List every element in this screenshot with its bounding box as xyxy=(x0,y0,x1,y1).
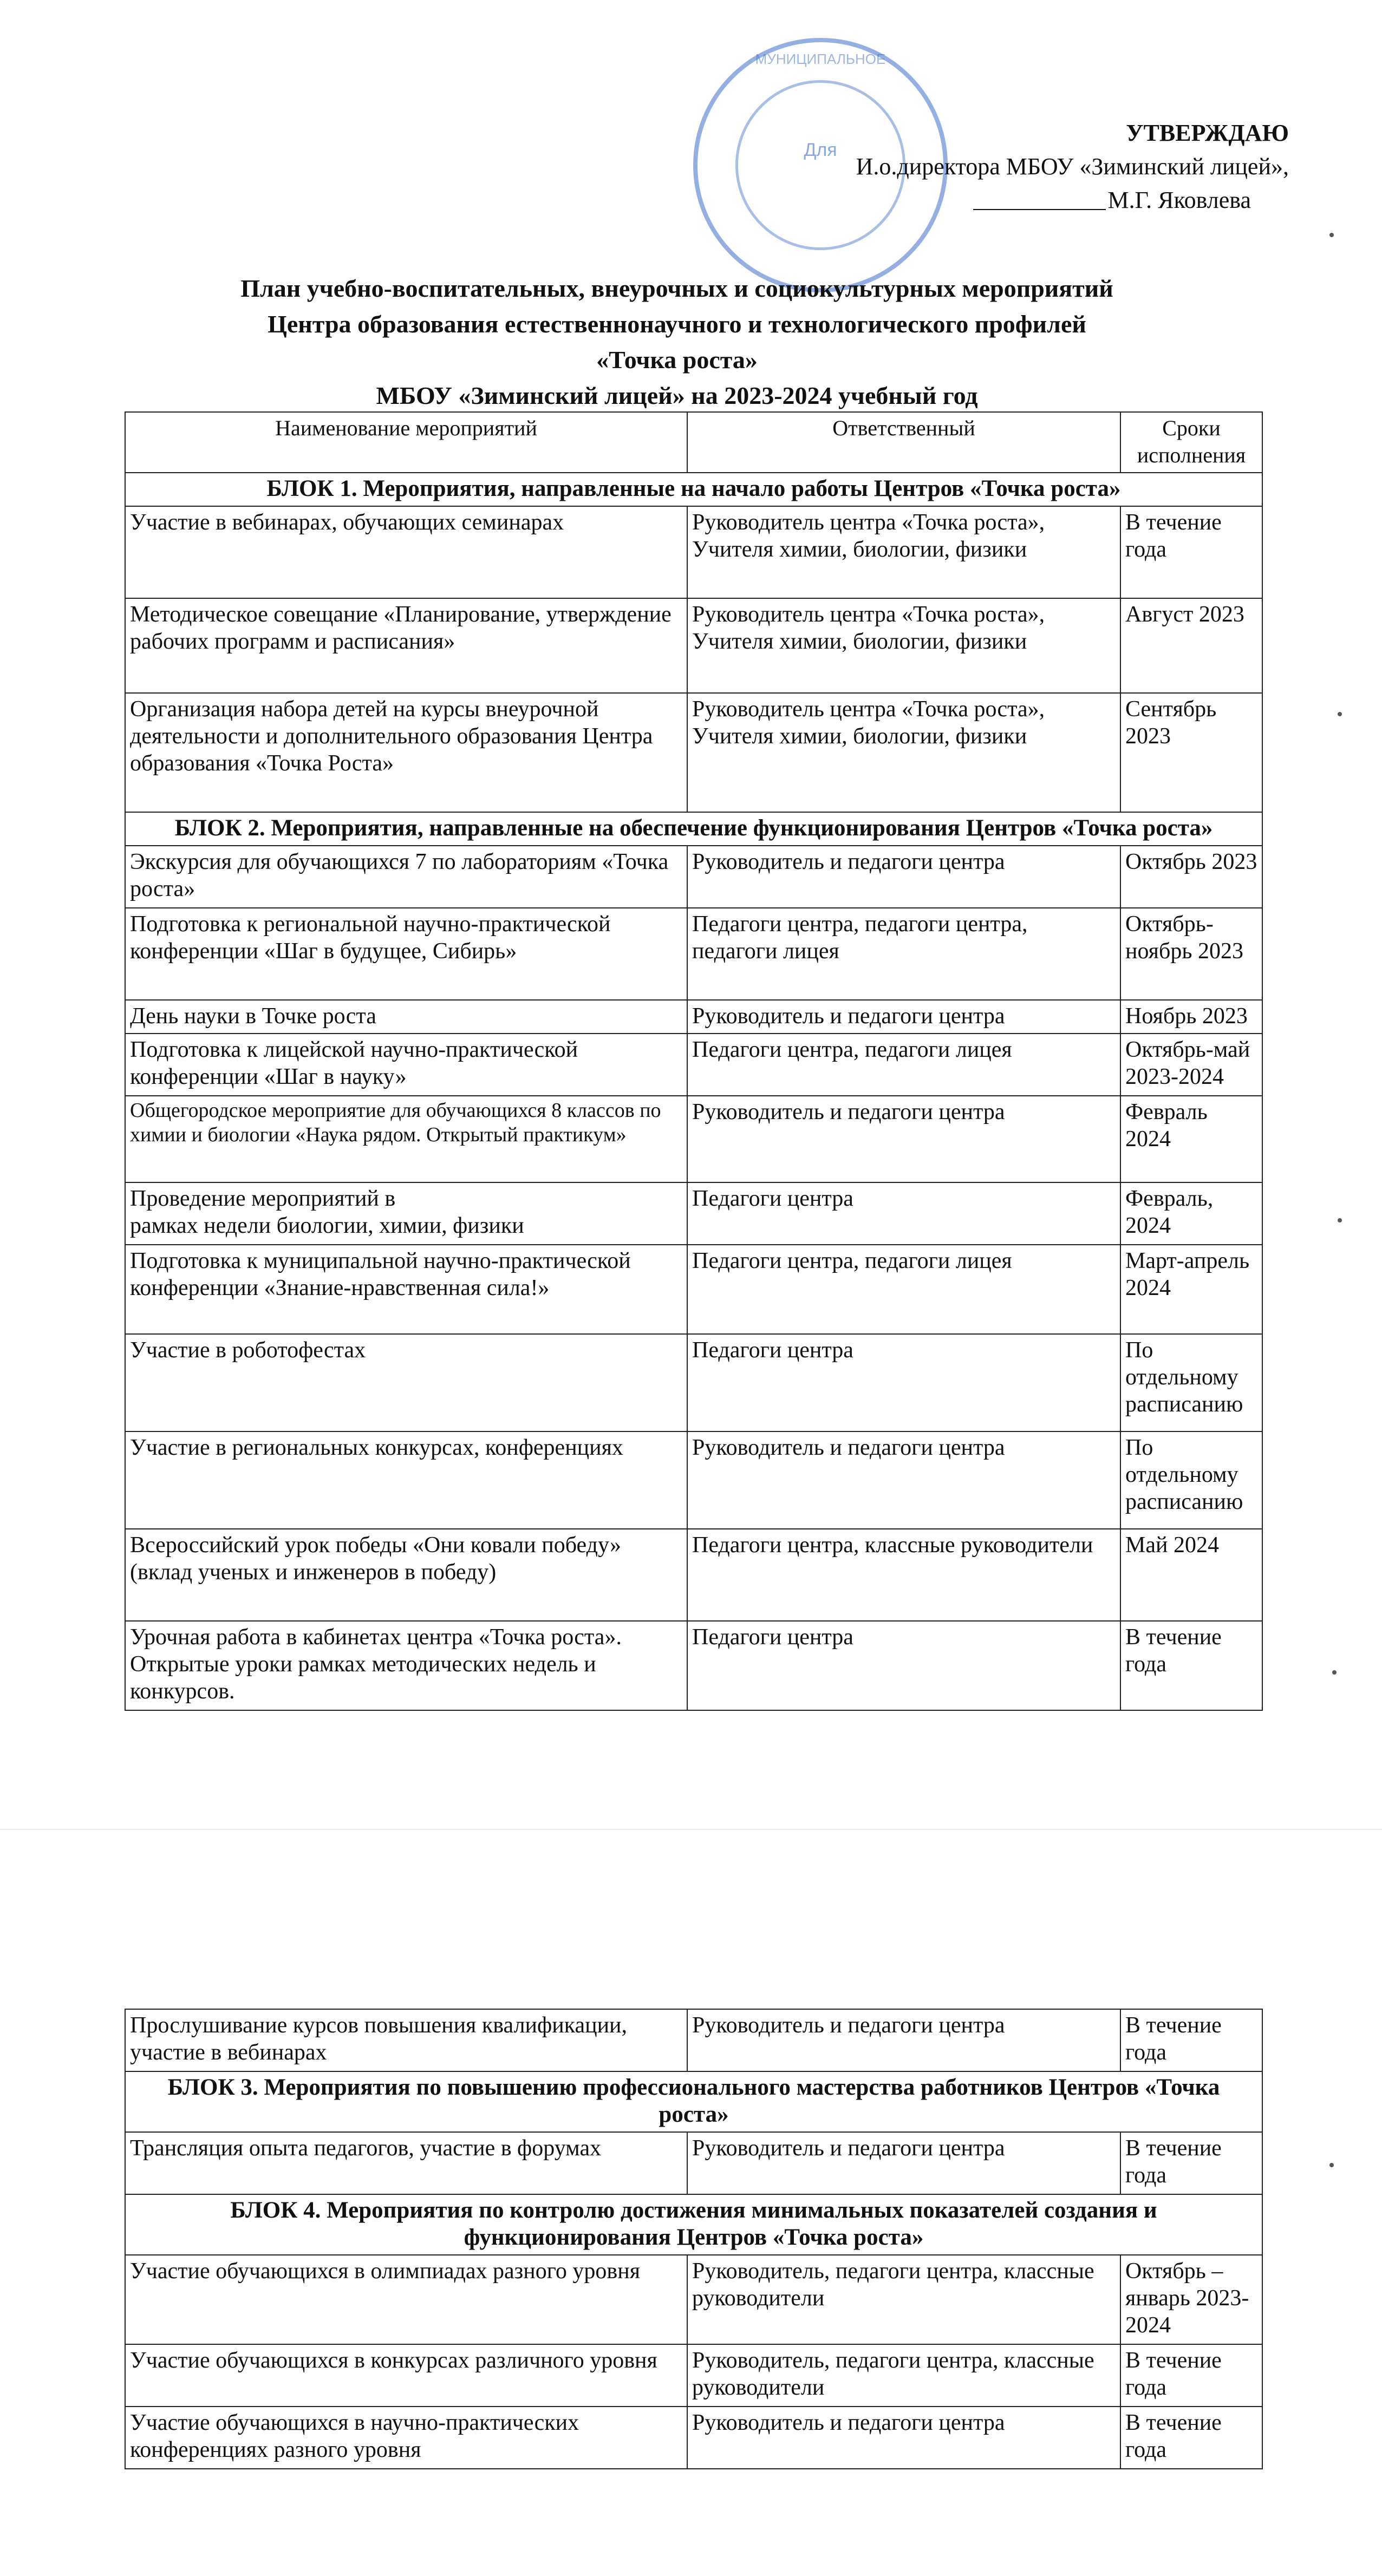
signature-underline xyxy=(973,209,1106,210)
approval-position: И.о.директора МБОУ «Зиминский лицей», xyxy=(856,153,1289,180)
table-header-row xyxy=(125,412,1262,473)
cell-deadline: Февраль 2024 xyxy=(1120,1096,1262,1182)
cell-deadline: В течение года xyxy=(1120,1621,1262,1710)
cell-responsible: Педагоги центра xyxy=(687,1334,1120,1431)
block-3-title: БЛОК 3. Мероприятия по повышению профессионального мастерства работников Центров «Точка роста» xyxy=(125,2071,1262,2132)
cell-responsible: Руководитель центра «Точка роста», Учителя химии, биологии, физики xyxy=(687,693,1120,812)
cell-responsible: Педагоги центра, классные руководители xyxy=(687,1529,1120,1621)
block-header-row xyxy=(125,812,1262,846)
cell-deadline: В течение года xyxy=(1120,2132,1262,2194)
document-title xyxy=(125,271,1229,414)
cell-responsible: Педагоги центра, педагоги лицея xyxy=(687,1034,1120,1096)
cell-responsible: Руководитель и педагоги центра xyxy=(687,2009,1120,2071)
scan-speck xyxy=(1329,233,1334,237)
cell-deadline: В течение года xyxy=(1120,506,1262,598)
title-line: МБОУ «Зиминский лицей» на 2023-2024 учебный год xyxy=(376,382,978,409)
block-4-title: БЛОК 4. Мероприятия по контролю достижения минимальных показателей создания и функционирования Центров «Точка роста» xyxy=(125,2194,1262,2255)
cell-responsible: Педагоги центра, педагоги центра, педагоги лицея xyxy=(687,908,1120,1000)
cell-activity: Общегородское мероприятие для обучающихся 8 классов по химии и биологии «Наука рядом. Открытый практикум» xyxy=(125,1096,687,1182)
table-row xyxy=(125,1000,1262,1034)
cell-activity: День науки в Точке роста xyxy=(125,1000,687,1034)
table-row xyxy=(125,1431,1262,1529)
cell-deadline: Октябрь-май 2023-2024 xyxy=(1120,1034,1262,1096)
cell-deadline: Февраль, 2024 xyxy=(1120,1182,1262,1245)
cell-responsible: Руководитель и педагоги центра xyxy=(687,1431,1120,1529)
cell-activity: Трансляция опыта педагогов, участие в форумах xyxy=(125,2132,687,2194)
block-header-row xyxy=(125,2194,1262,2255)
cell-deadline: Октябрь – январь 2023-2024 xyxy=(1120,2255,1262,2344)
table-row xyxy=(125,2255,1262,2344)
cell-responsible: Педагоги центра, педагоги лицея xyxy=(687,1245,1120,1334)
cell-responsible: Руководитель, педагоги центра, классные руководители xyxy=(687,2344,1120,2407)
cell-deadline: Сентябрь 2023 xyxy=(1120,693,1262,812)
cell-deadline: В течение года xyxy=(1120,2344,1262,2407)
title-line: Центра образования естественнонаучного и технологического профилей xyxy=(268,310,1086,338)
cell-responsible: Руководитель, педагоги центра, классные руководители xyxy=(687,2255,1120,2344)
table-row xyxy=(125,598,1262,693)
table-row xyxy=(125,1034,1262,1096)
cell-deadline: Октябрь-ноябрь 2023 xyxy=(1120,908,1262,1000)
cell-deadline: В течение года xyxy=(1120,2407,1262,2469)
cell-activity: Участие в региональных конкурсах, конференциях xyxy=(125,1431,687,1529)
table-row xyxy=(125,2344,1262,2407)
cell-activity: Участие обучающихся в научно-практических конференциях разного уровня xyxy=(125,2407,687,2469)
plan-table xyxy=(125,411,1263,1711)
title-line: «Точка роста» xyxy=(596,346,758,374)
cell-responsible: Педагоги центра xyxy=(687,1621,1120,1710)
cell-activity: Участие обучающихся в олимпиадах разного уровня xyxy=(125,2255,687,2344)
cell-activity: Экскурсия для обучающихся 7 по лабораториям «Точка роста» xyxy=(125,846,687,908)
table-row xyxy=(125,1182,1262,1245)
block-2-title: БЛОК 2. Мероприятия, направленные на обеспечение функционирования Центров «Точка роста» xyxy=(125,812,1262,846)
block-header-row xyxy=(125,473,1262,506)
cell-deadline: Май 2024 xyxy=(1120,1529,1262,1621)
table-row xyxy=(125,1245,1262,1334)
cell-activity: Всероссийский урок победы «Они ковали победу» (вклад ученых и инженеров в победу) xyxy=(125,1529,687,1621)
scan-speck xyxy=(1329,2163,1334,2167)
block-1-title: БЛОК 1. Мероприятия, направленные на начало работы Центров «Точка роста» xyxy=(125,473,1262,506)
table-row xyxy=(125,2009,1262,2071)
header-deadline: Сроки исполнения xyxy=(1120,412,1262,473)
cell-responsible: Руководитель и педагоги центра xyxy=(687,846,1120,908)
table-row xyxy=(125,1096,1262,1182)
cell-activity: Урочная работа в кабинетах центра «Точка роста». Открытые уроки рамках методических недель и конкурсов. xyxy=(125,1621,687,1710)
plan-table-continued xyxy=(125,2009,1263,2469)
cell-activity: Участие в роботофестах xyxy=(125,1334,687,1431)
approval-title: УТВЕРЖДАЮ xyxy=(1126,120,1289,146)
table-row xyxy=(125,1334,1262,1431)
cell-deadline: Ноябрь 2023 xyxy=(1120,1000,1262,1034)
cell-activity: Подготовка к лицейской научно-практической конференции «Шаг в науку» xyxy=(125,1034,687,1096)
cell-activity: Подготовка к муниципальной научно-практической конференции «Знание-нравственная сила!» xyxy=(125,1245,687,1334)
cell-deadline: По отдельному расписанию xyxy=(1120,1431,1262,1529)
table-row xyxy=(125,908,1262,1000)
table-row xyxy=(125,693,1262,812)
table-row xyxy=(125,2132,1262,2194)
cell-activity: Прослушивание курсов повышения квалификации, участие в вебинарах xyxy=(125,2009,687,2071)
cell-deadline: Август 2023 xyxy=(1120,598,1262,693)
table-row xyxy=(125,506,1262,598)
cell-deadline: В течение года xyxy=(1120,2009,1262,2071)
approval-signature-line xyxy=(747,184,1289,217)
cell-activity: Участие в вебинарах, обучающих семинарах xyxy=(125,506,687,598)
cell-responsible: Руководитель и педагоги центра xyxy=(687,2407,1120,2469)
table-row xyxy=(125,2407,1262,2469)
header-responsible: Ответственный xyxy=(687,412,1120,473)
cell-responsible: Руководитель и педагоги центра xyxy=(687,1000,1120,1034)
scan-speck xyxy=(1338,1218,1342,1222)
cell-deadline: Октябрь 2023 xyxy=(1120,846,1262,908)
scan-speck xyxy=(1332,1670,1337,1675)
cell-responsible: Педагоги центра xyxy=(687,1182,1120,1245)
table-row xyxy=(125,846,1262,908)
cell-activity: Подготовка к региональной научно-практической конференции «Шаг в будущее, Сибирь» xyxy=(125,908,687,1000)
cell-activity: Проведение мероприятий в рамках недели биологии, химии, физики xyxy=(125,1182,687,1245)
cell-responsible: Руководитель центра «Точка роста», Учителя химии, биологии, физики xyxy=(687,506,1120,598)
table-row xyxy=(125,1621,1262,1710)
approval-block xyxy=(747,116,1289,217)
header-activity: Наименование мероприятий xyxy=(125,412,687,473)
block-header-row xyxy=(125,2071,1262,2132)
stamp-center-text: Для xyxy=(804,140,837,160)
cell-responsible: Руководитель и педагоги центра xyxy=(687,1096,1120,1182)
cell-responsible: Руководитель и педагоги центра xyxy=(687,2132,1120,2194)
cell-responsible: Руководитель центра «Точка роста», Учителя химии, биологии, физики xyxy=(687,598,1120,693)
table-row xyxy=(125,1529,1262,1621)
cell-activity: Участие обучающихся в конкурсах различного уровня xyxy=(125,2344,687,2407)
approval-signature-name: М.Г. Яковлева xyxy=(1107,187,1251,213)
stamp-ring-text: МУНИЦИПАЛЬНОЕ xyxy=(755,51,886,67)
cell-activity: Организация набора детей на курсы внеурочной деятельности и дополнительного образования Центра образования «Точка Роста» xyxy=(125,693,687,812)
cell-deadline: Март-апрель 2024 xyxy=(1120,1245,1262,1334)
scan-speck xyxy=(1338,712,1342,716)
cell-deadline: По отдельному расписанию xyxy=(1120,1334,1262,1431)
title-line: План учебно-воспитательных, внеурочных и социокультурных мероприятий xyxy=(240,274,1113,302)
cell-activity: Методическое совещание «Планирование, утверждение рабочих программ и расписания» xyxy=(125,598,687,693)
